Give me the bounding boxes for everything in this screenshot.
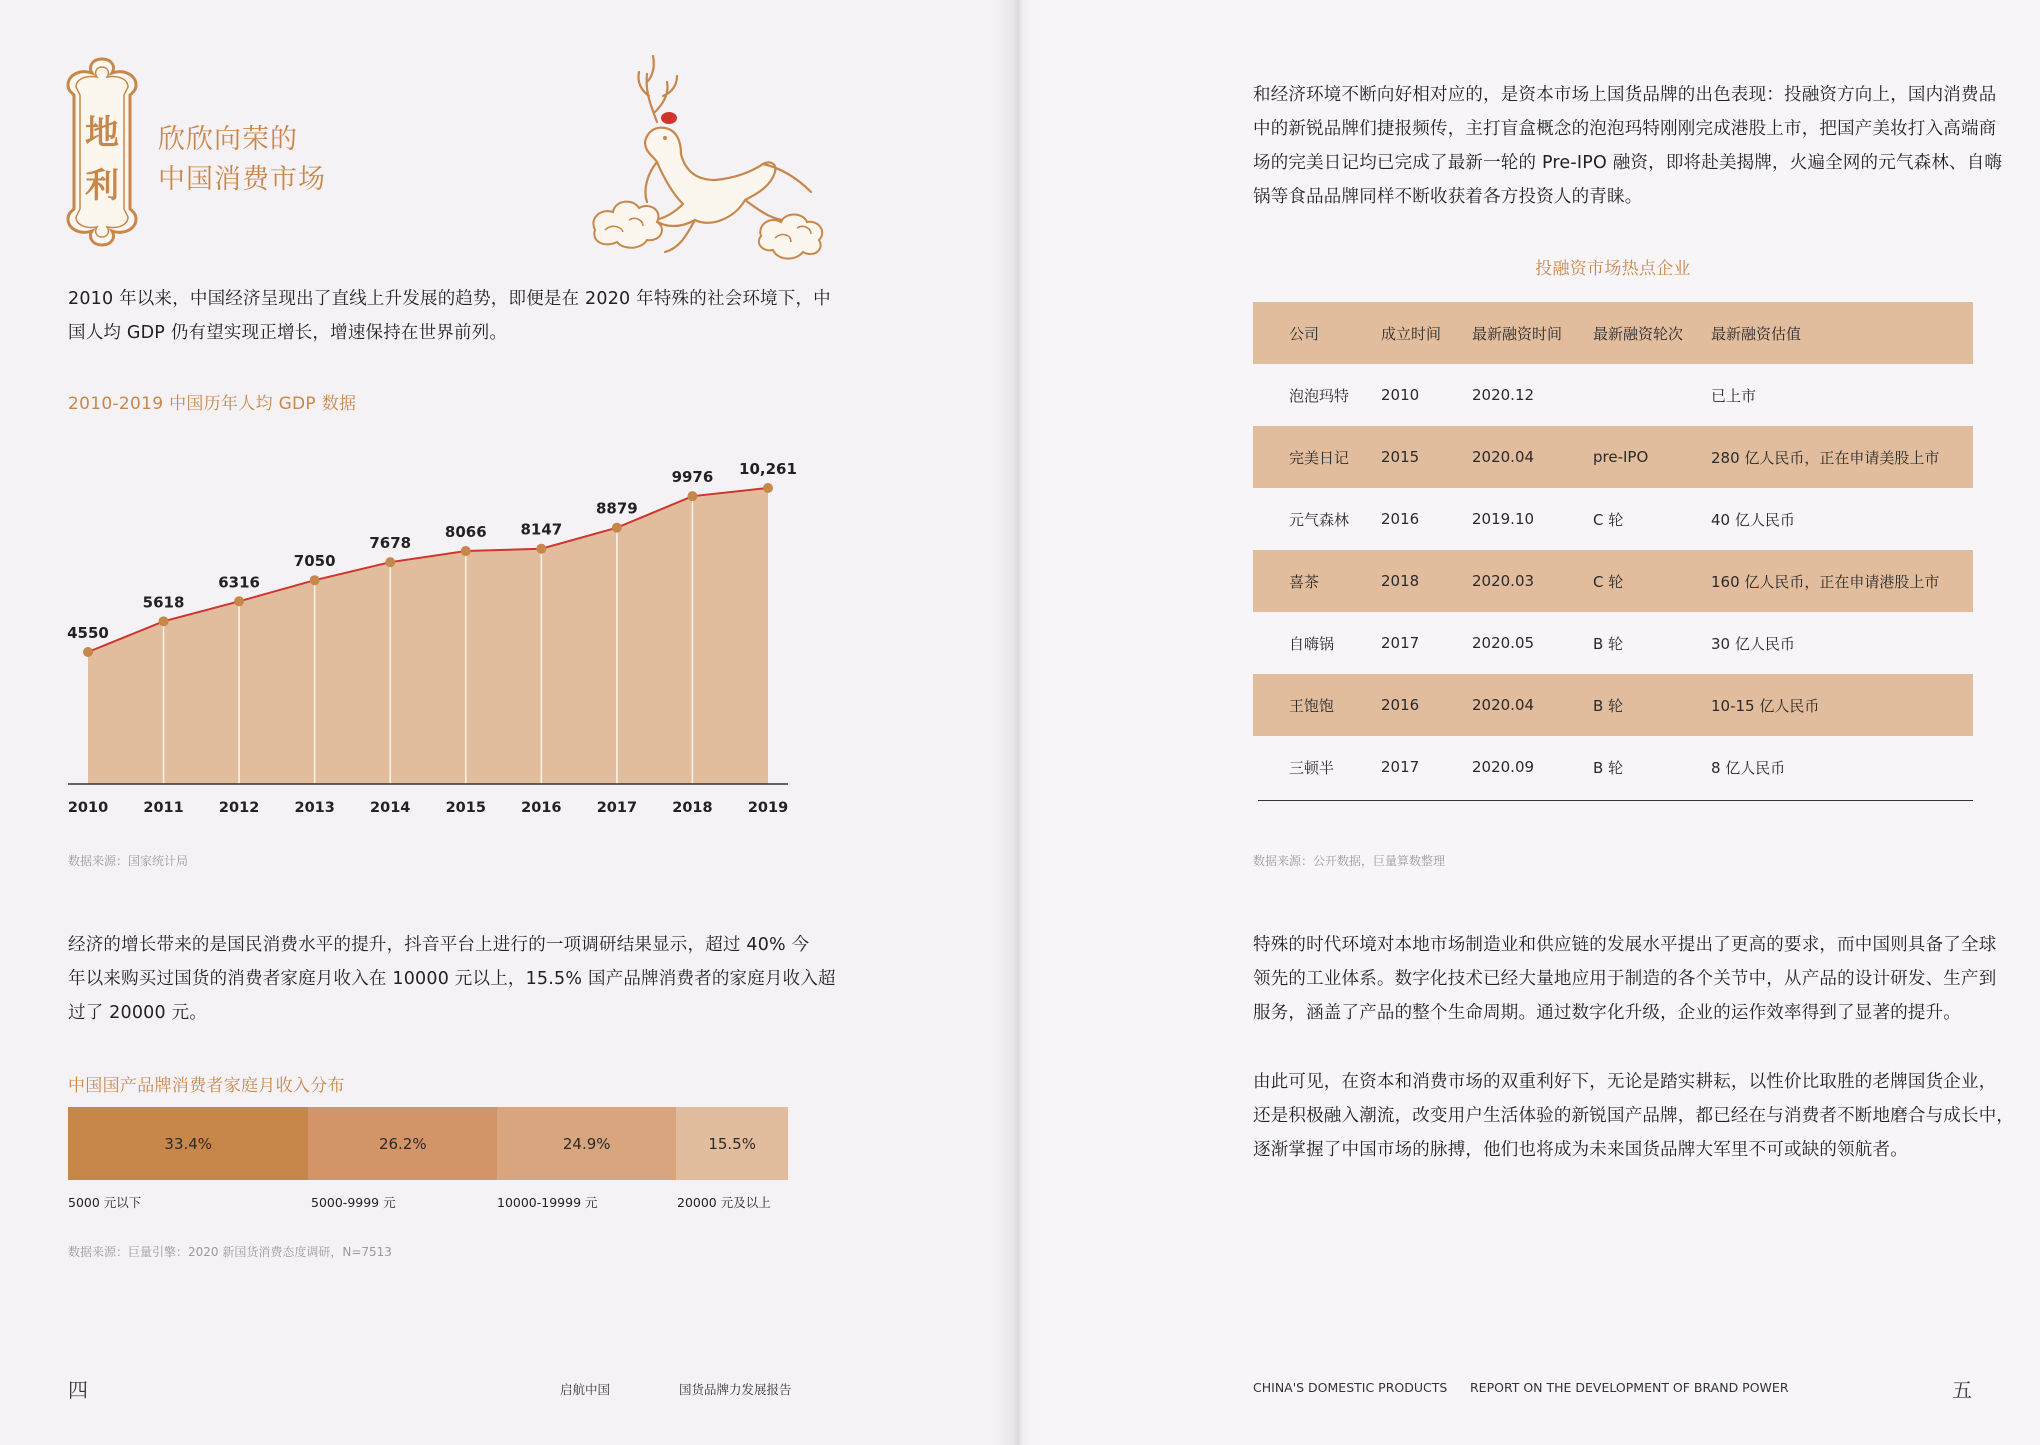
gdp-tick-label: 2016 <box>521 800 562 816</box>
income-source-note: 数据来源：巨量引擎：2020 新国货消费态度调研，N=7513 <box>68 1245 392 1259</box>
right-para3-line-1: 由此可见，在资本和消费市场的双重利好下，无论是踏实耕耘，以性价比取胜的老牌国货企业， <box>1253 1072 1997 1092</box>
gdp-tick-label: 2011 <box>143 800 184 816</box>
gdp-area-fill <box>88 488 768 784</box>
gdp-tick-label: 2010 <box>67 800 109 816</box>
headline-line-1: 欣欣向荣的 <box>158 124 298 155</box>
table-cell: 元气森林 <box>1289 510 1350 529</box>
table-cell: C 轮 <box>1593 572 1624 591</box>
investment-table <box>1253 302 1973 798</box>
table-cell: 泡泡玛特 <box>1289 386 1350 405</box>
table-row <box>1253 488 1973 550</box>
gdp-tick-label: 2012 <box>218 800 260 816</box>
table-cell: 40 亿人民币 <box>1711 510 1795 529</box>
gdp-chart-title: 2010-2019 中国历年人均 GDP 数据 <box>68 394 357 414</box>
para2-line-2: 年以来购买过国货的消费者家庭月收入在 10000 元以上，15.5% 国产品牌消费者的家庭月收入超 <box>68 969 836 989</box>
gdp-data-label: 10,261 <box>739 460 797 478</box>
page-gutter <box>995 0 1035 1445</box>
table-cell: 2020.05 <box>1472 634 1535 652</box>
table-cell: 2015 <box>1381 448 1420 466</box>
right-para2-line-3: 服务，涵盖了产品的整个生命周期。通过数字化升级，企业的运作效率得到了显著的提升。 <box>1253 1003 1961 1023</box>
gdp-data-point <box>159 616 169 626</box>
gdp-data-label: 6316 <box>218 573 260 592</box>
table-header-cell: 最新融资估值 <box>1711 324 1802 343</box>
gdp-tick-label: 2015 <box>445 800 486 816</box>
right-para1-line-4: 锅等食品品牌同样不断收获着各方投资人的青睐。 <box>1253 187 1643 207</box>
gdp-data-label: 8147 <box>520 520 563 539</box>
table-cell: 2019.10 <box>1472 510 1535 528</box>
headline-line-2: 中国消费市场 <box>158 164 326 195</box>
income-segment-1: 33.4% <box>68 1107 308 1180</box>
gdp-area-chart <box>60 440 800 830</box>
table-cell: 2017 <box>1381 634 1420 652</box>
table-cell: 2020.04 <box>1472 696 1535 714</box>
page-number-right: 五 <box>1952 1378 1972 1402</box>
emblem-char-2: 利 <box>85 166 119 206</box>
table-cell: B 轮 <box>1593 634 1624 653</box>
income-category-1: 5000 元以下 <box>68 1195 142 1210</box>
table-header-cell: 最新融资轮次 <box>1593 324 1684 343</box>
income-stacked-bar <box>68 1107 788 1180</box>
gdp-data-point <box>385 557 395 567</box>
para2-line-3: 过了 20000 元。 <box>68 1003 207 1023</box>
table-cell: B 轮 <box>1593 696 1624 715</box>
right-para1-line-1: 和经济环境不断向好相对应的，是资本市场上国货品牌的出色表现：投融资方向上，国内消费品 <box>1253 85 1997 105</box>
income-category-3: 10000-19999 元 <box>497 1195 598 1210</box>
table-cell: 已上市 <box>1711 386 1757 405</box>
table-cell: 10-15 亿人民币 <box>1711 696 1820 715</box>
table-header-cell: 成立时间 <box>1381 324 1442 343</box>
gdp-data-point <box>310 575 320 585</box>
table-header-row <box>1253 302 1973 364</box>
table-header-cell: 公司 <box>1289 324 1320 343</box>
gdp-data-point <box>536 544 546 554</box>
table-bottom-rule <box>1258 800 1973 801</box>
gdp-tick-label: 2018 <box>672 800 713 816</box>
table-row <box>1253 612 1973 674</box>
right-para1-line-2: 中的新锐品牌们捷报频传，主打盲盒概念的泡泡玛特刚刚完成港股上市，把国产美妆打入高端商 <box>1253 119 1997 139</box>
gdp-data-point <box>234 596 244 606</box>
table-cell: pre-IPO <box>1593 448 1649 466</box>
gdp-data-label: 8066 <box>444 523 487 542</box>
ornamental-frame-icon <box>62 55 142 250</box>
footer-english-left: CHINA'S DOMESTIC PRODUCTS <box>1253 1380 1448 1395</box>
footer-left-text: 启航中国 <box>560 1382 611 1397</box>
income-category-4: 20000 元及以上 <box>677 1195 771 1210</box>
para2-line-1: 经济的增长带来的是国民消费水平的提升，抖音平台上进行的一项调研结果显示，超过 40% 今 <box>68 935 810 955</box>
table-cell: 2020.03 <box>1472 572 1535 590</box>
table-cell: 2018 <box>1381 572 1420 590</box>
gdp-tick-label: 2019 <box>747 800 789 816</box>
income-chart-title: 中国国产品牌消费者家庭月收入分布 <box>68 1076 345 1096</box>
table-cell: 2017 <box>1381 758 1420 776</box>
table-cell: 8 亿人民币 <box>1711 758 1786 777</box>
table-row <box>1253 736 1973 798</box>
table-row <box>1253 426 1973 488</box>
gdp-tick-label: 2017 <box>596 800 638 816</box>
gdp-data-label: 8879 <box>596 499 638 518</box>
table-cell: 280 亿人民币，正在申请美股上市 <box>1711 448 1940 467</box>
table-cell <box>1593 364 1711 426</box>
table-cell: 2016 <box>1381 510 1420 528</box>
gdp-data-point <box>461 546 471 556</box>
table-cell: 喜茶 <box>1289 572 1320 591</box>
footer-report-title: 国货品牌力发展报告 <box>679 1382 792 1397</box>
table-cell: 自嗨锅 <box>1289 634 1335 653</box>
income-category-2: 5000-9999 元 <box>311 1195 396 1210</box>
gdp-data-label: 9976 <box>671 468 714 487</box>
table-cell: 160 亿人民币，正在申请港股上市 <box>1711 572 1940 591</box>
gdp-tick-label: 2013 <box>294 800 335 816</box>
table-cell: 三顿半 <box>1289 758 1335 777</box>
table-header-cell: 最新融资时间 <box>1472 324 1563 343</box>
table-cell: 2020.12 <box>1472 386 1535 404</box>
gdp-data-point <box>83 647 93 657</box>
footer-english-right: REPORT ON THE DEVELOPMENT OF BRAND POWER <box>1470 1380 1789 1395</box>
gdp-data-label: 4550 <box>67 624 109 642</box>
page-number-left: 四 <box>68 1378 88 1402</box>
table-cell: 30 亿人民币 <box>1711 634 1795 653</box>
emblem-char-1: 地 <box>85 113 119 153</box>
gdp-tick-label: 2014 <box>370 800 411 816</box>
table-row <box>1253 550 1973 612</box>
income-segment-4: 15.5% <box>676 1107 788 1180</box>
table-title: 投融资市场热点企业 <box>1535 259 1691 279</box>
gdp-data-label: 5618 <box>142 593 185 612</box>
gdp-data-point <box>763 483 773 493</box>
table-cell: 2016 <box>1381 696 1420 714</box>
gdp-data-label: 7678 <box>369 534 412 553</box>
intro-line-2: 国人均 GDP 仍有望实现正增长，增速保持在世界前列。 <box>68 323 508 343</box>
table-row <box>1253 674 1973 736</box>
right-para2-line-1: 特殊的时代环境对本地市场制造业和供应链的发展水平提出了更高的要求，而中国则具备了全球 <box>1253 935 1997 955</box>
intro-line-1: 2010 年以来，中国经济呈现出了直线上升发展的趋势，即便是在 2020 年特殊的社会环境下，中 <box>68 289 831 309</box>
right-para3-line-2: 还是积极融入潮流，改变用户生活体验的新锐国产品牌，都已经在与消费者不断地磨合与成长中， <box>1253 1106 2015 1126</box>
gdp-data-point <box>687 491 697 501</box>
income-segment-2: 26.2% <box>308 1107 497 1180</box>
table-cell: 2020.04 <box>1472 448 1535 466</box>
table-cell: 2010 <box>1381 386 1420 404</box>
table-cell: 2020.09 <box>1472 758 1535 776</box>
table-source-note: 数据来源：公开数据，巨量算数整理 <box>1253 854 1446 868</box>
income-segment-3: 24.9% <box>497 1107 676 1180</box>
table-row <box>1253 364 1973 426</box>
table-cell: B 轮 <box>1593 758 1624 777</box>
deer-cloud-icon <box>585 52 830 277</box>
right-para2-line-2: 领先的工业体系。数字化技术已经大量地应用于制造的各个关节中，从产品的设计研发、生产到 <box>1253 969 1997 989</box>
table-cell: C 轮 <box>1593 510 1624 529</box>
gdp-source-note: 数据来源：国家统计局 <box>68 854 189 868</box>
gdp-data-point <box>612 523 622 533</box>
right-para1-line-3: 场的完美日记均已完成了最新一轮的 Pre-IPO 融资，即将赴美揭牌，火遍全网的元气森林、自嗨 <box>1253 153 2003 173</box>
table-cell: 完美日记 <box>1289 448 1350 467</box>
right-para3-line-3: 逐渐掌握了中国市场的脉搏，他们也将成为未来国货品牌大军里不可或缺的领航者。 <box>1253 1140 1908 1160</box>
table-cell: 王饱饱 <box>1289 696 1335 715</box>
gdp-data-label: 7050 <box>293 552 336 571</box>
